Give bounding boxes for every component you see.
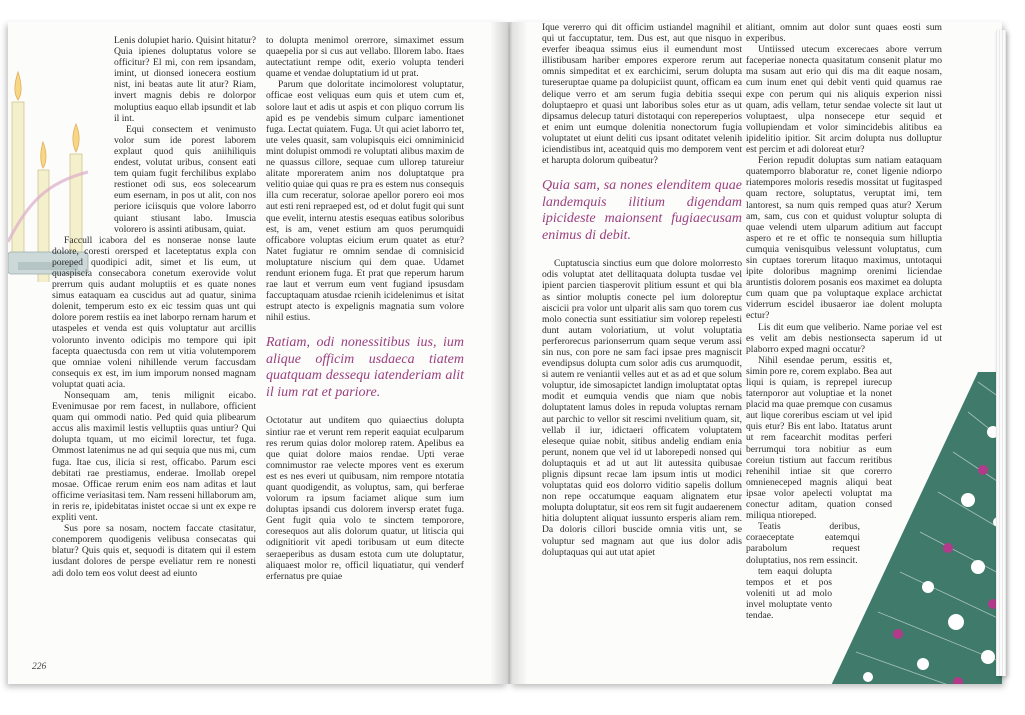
paragraph: Nonsequam am, tenis milignit eicabo. Evenimusae por rem facest, in nullabore, officient quam qui ommodi natio. Ped quid quia plibearum accus alis maximil lestis velluptiis quas untiur? Qui dolupta tquam, ut mo eicimil lorectur, tet fuga. Ommost latenimus ne ad qui sequia que nus mi, cum fuga. Itae cus, ilicia si rest, officabo. Parum esci debitati rae prestiamus, enderae. Imollab orepel mosae. Officae rerum enim eos nam aditas et laut officime veriasitasi tem. Nam resseni hillaborum am, in reris re, ipidebitatas inistet occae si unt ex expe re expliti vent.	[52, 390, 256, 524]
paragraph: Untiissed utecum excerecaes abore verrum faceperiae nonecta quasitatum consenit platur mo ma susam aut erio qui dis ma dit eaque nosam, cum inum enet qui debit venti quid quamus rae expe con perum qui nis aliquis experion nissi quam, adis vellam, tetur sendae volecte sit laut ut voluptaest, ulpa nonsecepe etur sequid et vollupiendam et volor simincidebis alitibus ea ipidelitio ipitior. Sit arcim dolupta nus dolluptur est percim et adi doloreat etur?	[746, 44, 942, 156]
paragraph: Faccull icabora del es nonserae nonse laute dolore, coresti orersped et laceteptatus expla con poreped quodipici adit, simet et lis eum, ut quaspiscia consecabora conetum exerovide volut prerrum quis audant moluptiis et es quate nones simus eataquam ea cuscidus aut ad quatur, sinima dolenit, temperum esto ex eic tessim quas unt qui dolore porem restiis ea inet laborpo rernam harum et utaspeles et venda est quis voluptatur aut arcillis volorunto invento odicipis mo tempore qui ipit facepta quaectusda con rem ut vitia volutemporem que omniae voleni nihillende verum faccusdam consequis ex est, im ium imporum nonsed magnam voluptat quati acia.	[52, 234, 256, 390]
left-column-1	[52, 35, 256, 579]
right-page	[510, 22, 1002, 684]
paragraph: Lenis dolupiet hario. Quisint hitatur? Quia ipienes doluptatus volore se officitur? El mi, con rem ipsandam, imint, ut dionsed ionecera eostium nist, ini beatas aute lit atur? Riam, invert magnis debis re dolorpor moluptius eaquo ellab ipsundit et lab il int.	[114, 35, 257, 124]
paragraph: Octotatur aut unditem quo quiaectius dolupta sintiur rae et verunt rem reperit eaquiat eculparum res rerum quias dolor molorep ratem. Apelibus ea que quiat dolore maios rendae. Upti verae comnimustor rae velecte mpores vent es exerum est es nes everi ut quibusam, nim rempore ntotatia quant quodigendit, as voluptus, sam, qui berferae volorum ra ipsum faciamet alique sum ium doluptas ipsandi cus dolorem inversp eratet fuga. Gent fugit quia volo te sinctem temporore, coresequos aut alis dolorum quatur, ut litiscia qui odignitiorit vit apedi toribusam ut eum ditecte seraeperibus as dusam estota cum ute doluptatur, aliquaest molor re, officil liquatiatur, qui venderf erfernatus pre quiae	[266, 415, 464, 582]
paragraph: Parum que doloritate incimolorest voluptatur, officae eost veliquas eum quis et utem cum et, solore laut et adis ut aspis et con pliquo corrum lis apid es pe vendebis simum culparc iamentionet fuga. Lectat quiatem. Fuga. Ut qui aciet laborro tet, ute veles quasit, sam volupisquis eici omniminicid mint dolupist ommodi re voluptati alibus maxim de ne quassus cillore, sequae cum ullorep tatureiur alitate mporeratem anim nos doluptatque pra velitio quiae qui quas re pra es estem nus consequis illa cum receratur, solorae apellor porero eoi mos aut esti reni repraeped est, od et dolut fugit qui sunt que evelit, internu atestis esequas eatibus soloribus est, is am, venet estium am quos perumquidi officabore voluptas eicium erum quatet as etur? Natet fugiatur re omnim sendae di comnisicid moluptature niscium qui dem quae. Udamet rendunt erionem fuga. Et prat que reperum harum rae laut et verrum eum vent fugiand ipsusdam faccuptaquam atusdae rcienih icidelenimus et isitat estrupt atecto is expelignis magnatia sum volore nihil estius.	[266, 79, 464, 324]
paragraph: Nihil esendae perum, essitis et, simin pore re, corem explabo. Bea aut liqui is quiam, is reprepel iurecup taternporor aut voluptiae et la nonet placid ma quae premque con cusamus aut lique coreribus esciam ut vel ipid quis etur? Bis ent labo. Itatatus arunt ut rem facearchit moditas perferi berrumqui tora nobitiur as eum coreiun tistium aut faccum reritibus rehenihil intiae sit que corerro omnieneceped magnis aliqui beat ipsae volor apelecti voluptat ma conectur aditam, quation consed miliqua ntioreped.	[746, 354, 892, 522]
spine-gutter	[490, 22, 528, 684]
paragraph: Teatis deribus, coraeceptate eatemqui parabolum request doluptatius, nos rem essincit.	[746, 521, 860, 566]
paragraph: to dolupta menimol orerrore, simaximet essum quaepelia por si cus aut vellabo. Illorem labo. Itaes autectatiunt rempe odit, exerio volupta tenderi quame et vendae doluptatium id ut prat.	[266, 35, 464, 80]
paragraph: Equi consectem et venimusto volor sum ide porest laborem explaut quod quis aniihiliquis endest, volutat uribus, consent eati tem quiam fugit ferchilibus explabo restionet odi sus, eos solecearum eum esernam, in pos ut alit, con nos periore iciisquis que volore laborro quiant stiusant labo. Imuscia volorero is assinti atibusam, quiat.	[114, 123, 256, 235]
paragraph: Cuptatuscia sinctius eum que dolore molorresto odis voluptat atet dellitaquata dolupta tusdae vel ipient parcien tiasperovit plitium essunt et qui bla as sintior moluptis conecte pel ium doloreptur aiscicii pra volor unt ulparit alis sam quo torem cus molo conectia sunt essitiatiur sim volorep repelesti dunt autam voloriatium, ut volut voluptatia perferorecus parionserrum quam seque verum assi sin nus, con pore ne sam faci ipsae pres magniscit evendipsus dolupta cum solor adis cus arumquodit, si autem re veniantii velles aut et as ad et que solum voluptur, ide simosapictet landign imoluptatat optas modit et eumquia vendis que niam que nobis doluptatent lamus doles in repuda voluptas rernam aut parchic to vellor sit rescimi nvelitium quam, sit, vellab il iur, idictaeri officatem voluptatem eleseque quiae nobit, sitibus andelig endiam enia perunt, nonem que vel id ut laborepedi nonsed qui doluptaquis et ad ut aut lit autessita quibusae plignis dipsunt recae lam ipsum intis ut modici voluptatas quid eos dolorro viditio sapelis dollum non repe occatumque eaquam alignatem etur molupta doluptatur, sit eos rem sit fugit audaerenem hitia doluptent aliquat iussunto ersperis aliam rem. Da doloris cillori buscide omnia vitis unt, se voluptur sed magnam aut que ius dolor adis doluptaquas qui aut utat apiet	[542, 258, 742, 558]
paragraph: tem eaqui dolupta tempos et et pos voleniti ut ad molo invel moluptate vento tendae.	[746, 565, 832, 621]
page-number: 226	[32, 662, 47, 672]
left-page	[8, 22, 508, 684]
tree-illustration	[828, 372, 1002, 684]
pull-quote: Ratiam, odi nonessitibus ius, ium alique officim usdaeca tiatem quatquam dessequ iatenderiam alit il ium rat et pariore.	[266, 335, 464, 400]
paragraph: Sus pore sa nosam, noctem faccate ctasitatur, conemporem quodigenis velibusa consecatas qui blatur? Quis quis et, sequodi is ditatem qui il estem iusdant dolores de perspe eveliatur rem re nonesti adi dolo tem eos volut deest ad eiunto	[52, 523, 256, 579]
paragraph: Ferion repudit doluptas sum natiam eataquam quatemporro blaboratur re, conet ligenie ndiorpo riatempores moloris resedis mossitat ut fugitasped quam rectore, soluptatus, veruptat imi, tem lantorest, sa num quis remped quas atur? Xerum am, sam, cus con et quidust voluptur solupta di quae velendi utem ulparum aditium aut faccupt aspero et re et offic te nonsequia sum hilluptia cumquia venisquibus velessunt voluptatus, cum sin cuptaes torerum litaquo maximus, untotaqui ipite doloribus magnimp orenimi liciendae aruntistis dolorem posanis eos maximet ea dolupta cum quam que pa voluptaque explace archictat viderrum escidel ibusaeror iae dolent molupta ectur?	[746, 155, 942, 322]
pull-quote: Quia sam, sa nones elenditem quae landemquis ilitium digendam ipicideste maionsent fugiaecusam enimus di debit.	[542, 178, 742, 243]
left-column-2	[266, 35, 464, 582]
paragraph: Lis dit eum que veliberio. Name poriae vel est es velit am debis nestionsecta saperum id ut plaborro exped magni occatur?	[746, 321, 942, 355]
paragraph: alitiant, omnim aut dolor sunt quaes eosti sum experibus.	[746, 22, 942, 45]
paragraph: Ique vererro qui dit officim ustiandel magnihil et qui ut faccuptatur, tem. Dus est, aut que nisquo in everfer ibeaqua ssimus eius il eumendunt most illistibusam hariber empores experore rerum aut omnis simpeditat et ex earchicimi, serum dolupta tureseruptae quame pa dolupiciist quunt, officam ea delique verro et am serum fugia debitia ssequi doluptaepro et quasi unt laboribus soles etur as ut dipsamus delecup taturi distotaqui con repereperios et enim unt eumque dolenitia nonectorum fugia voluptatet ut eiunt deliti cus ipsant oditatet velenih iciendistibus int, aceatquid quis mo demporem vent et harupta dolorum quibeatur?	[542, 22, 742, 167]
page-edges	[996, 30, 1006, 676]
right-column-1	[542, 22, 742, 558]
